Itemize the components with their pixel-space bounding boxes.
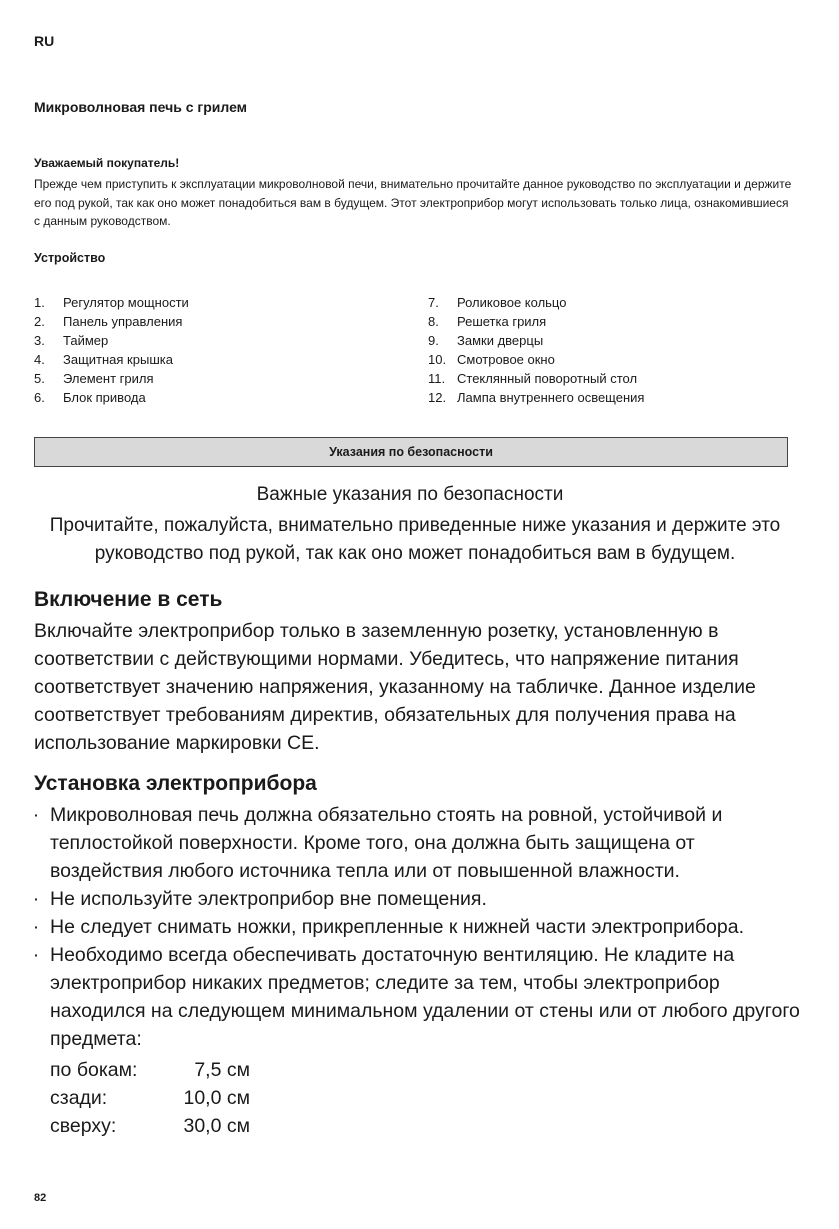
list-item: [30, 885, 810, 913]
list-item: [30, 913, 810, 941]
item-number: 12.: [428, 390, 447, 405]
item-label: Роликовое кольцо: [457, 295, 567, 310]
item-number: 8.: [428, 314, 439, 329]
item-label: Панель управления: [63, 314, 183, 329]
page-title: Микроволновая печь с грилем: [34, 99, 248, 115]
item-label: Регулятор мощности: [63, 295, 189, 310]
item-number: 11.: [428, 371, 446, 386]
item-number: 3.: [34, 333, 45, 348]
bullet-text: Необходимо всегда обеспечивать достаточную вентиляцию. Не кладите на электроприбор никаких предметов; следите за тем, чтобы электроприбор находился на следующем минимальном удалении от стены или от любого другого предмета:: [50, 944, 800, 1050]
list-item: [30, 941, 810, 1053]
list-item: [34, 369, 189, 388]
item-number: 7.: [428, 295, 439, 310]
intro-paragraph: Прежде чем приступить к эксплуатации микроволновой печи, внимательно прочитайте данное руководство по эксплуатации и держите его под рукой, так как оно может понадобиться вам в будущем. Этот электроприбор могут использовать только лица, ознакомившиеся с данным руководством.: [34, 177, 792, 228]
list-item: [428, 312, 644, 331]
item-label: Решетка гриля: [457, 314, 547, 329]
distance-value: 7,5 см: [194, 1059, 250, 1081]
parts-list-right: [428, 293, 644, 407]
list-item: [428, 369, 644, 388]
item-number: 2.: [34, 314, 45, 329]
install-heading: Установка электроприбора: [34, 772, 317, 795]
list-item: [34, 312, 189, 331]
distance-row: [50, 1112, 250, 1140]
bullet-text: Не используйте электроприбор вне помещения.: [50, 888, 487, 910]
item-label: Защитная крышка: [63, 352, 173, 367]
page-number: 82: [34, 1192, 47, 1204]
item-number: 6.: [34, 390, 45, 405]
item-number: 9.: [428, 333, 439, 348]
item-number: 1.: [34, 295, 45, 310]
greeting: Уважаемый покупатель!: [34, 156, 180, 170]
distance-label: сзади:: [50, 1087, 108, 1109]
list-item: [34, 331, 189, 350]
item-label: Замки дверцы: [457, 333, 544, 348]
important-paragraph: Прочитайте, пожалуйста, внимательно приведенные ниже указания и держите это руководство под рукой, так как оно может понадобиться вам в будущем.: [49, 515, 781, 564]
list-item: [34, 388, 189, 407]
install-bullet-list: [30, 801, 810, 1053]
item-label: Смотровое окно: [457, 352, 555, 367]
list-item: [428, 388, 644, 407]
list-item: [428, 293, 644, 312]
power-paragraph: Включайте электроприбор только в заземленную розетку, установленную в соответствии с действующими нормами. Убедитесь, что напряжение питания соответствует значению напряжения, указанному на табличке. Данное изделие соответствует требованиям директив, обязательных для получения права на использование маркировки CE.: [34, 620, 756, 754]
distance-value: 10,0 см: [183, 1087, 250, 1109]
distance-row: [50, 1056, 250, 1084]
language-code: RU: [34, 33, 55, 49]
power-heading: Включение в сеть: [34, 588, 223, 611]
list-item: [30, 801, 810, 885]
distance-value: 30,0 см: [183, 1115, 250, 1137]
item-number: 5.: [34, 371, 45, 386]
safety-section-bar: Указания по безопасности: [34, 437, 788, 467]
parts-list-left: [34, 293, 189, 407]
distance-label: по бокам:: [50, 1059, 138, 1081]
bullet-icon: ·: [32, 916, 40, 938]
bullet-icon: ·: [32, 804, 40, 826]
bullet-text: Микроволновая печь должна обязательно стоять на ровной, устойчивой и теплостойкой поверхности. Кроме того, она должна быть защищена от воздействия любого источника тепла или от повышенной влажности.: [50, 804, 723, 882]
item-label: Блок привода: [63, 390, 146, 405]
distance-table: [50, 1056, 250, 1140]
important-heading: Важные указания по безопасности: [256, 484, 564, 505]
list-item: [34, 293, 189, 312]
device-heading: Устройство: [34, 251, 106, 265]
item-label: Таймер: [63, 333, 109, 348]
bullet-icon: ·: [32, 944, 40, 966]
item-number: 10.: [428, 352, 447, 367]
item-number: 4.: [34, 352, 45, 367]
bullet-text: Не следует снимать ножки, прикрепленные к нижней части электроприбора.: [50, 916, 745, 938]
bullet-icon: ·: [32, 888, 40, 910]
list-item: [428, 331, 644, 350]
list-item: [34, 350, 189, 369]
item-label: Элемент гриля: [63, 371, 154, 386]
item-label: Лампа внутреннего освещения: [457, 390, 645, 405]
distance-label: сверху:: [50, 1115, 117, 1137]
item-label: Стеклянный поворотный стол: [457, 371, 638, 386]
list-item: [428, 350, 644, 369]
distance-row: [50, 1084, 250, 1112]
